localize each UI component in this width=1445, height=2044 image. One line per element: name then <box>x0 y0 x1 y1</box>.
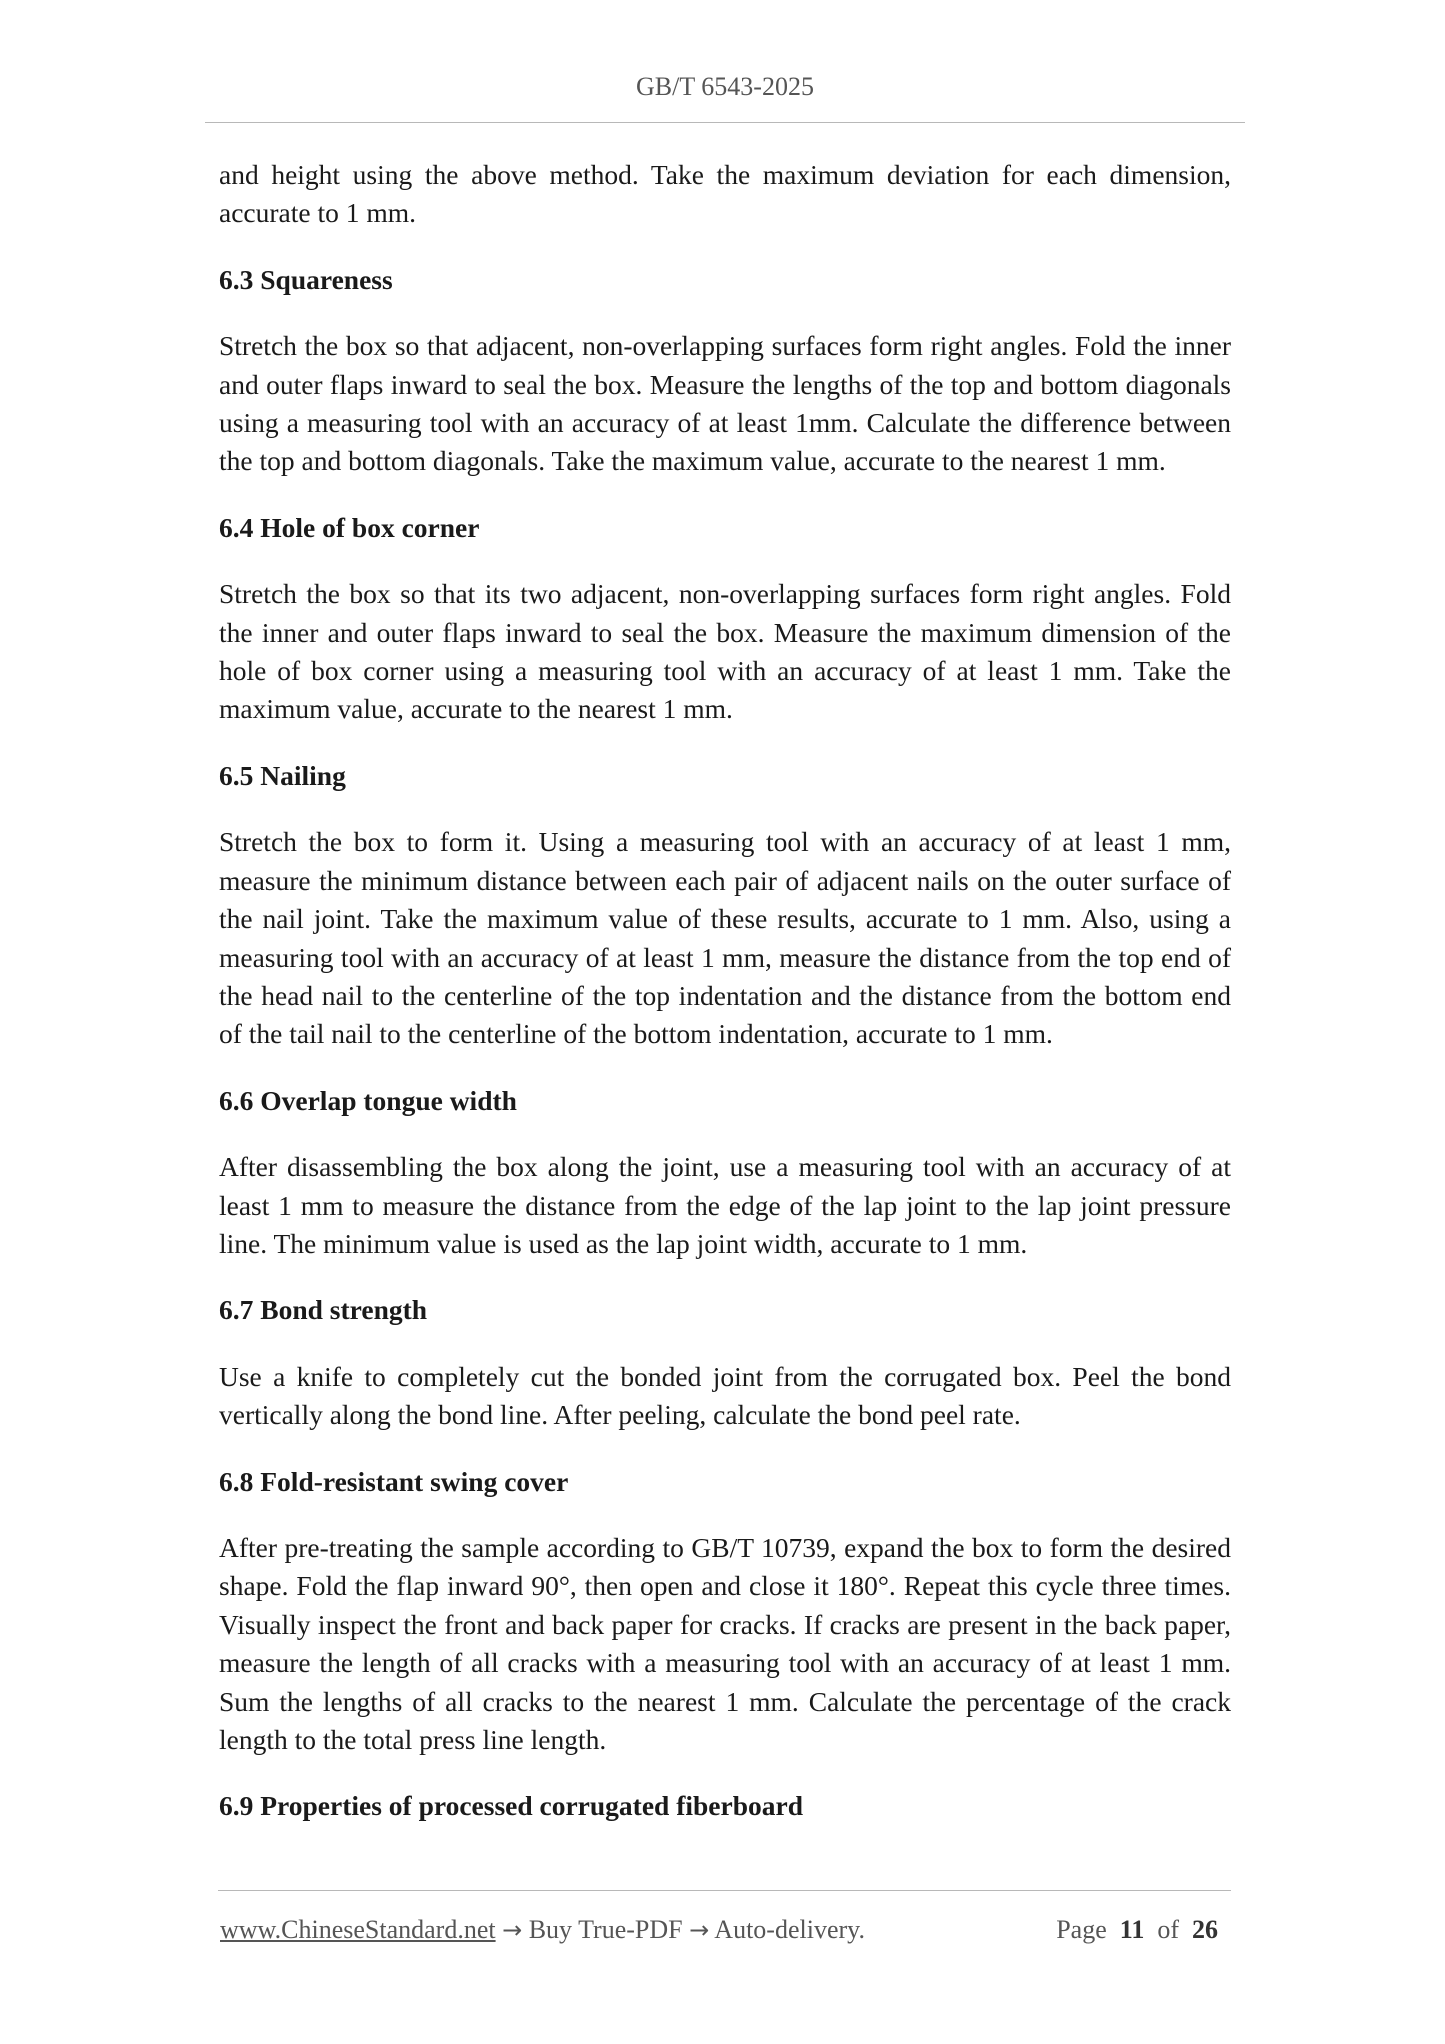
page-label: Page <box>1056 1915 1107 1944</box>
continued-paragraph: and height using the above method. Take the maximum deviation for each dimension, accurate to 1 mm. <box>219 159 1231 229</box>
section-text-6-7: Use a knife to completely cut the bonded joint from the corrugated box. Peel the bond vertically along the bond line. After peeling, calculate the bond peel rate. <box>219 1360 1231 1431</box>
section-heading-6-4: 6.4 Hole of box corner <box>219 511 480 543</box>
current-page-number: 11 <box>1119 1915 1145 1944</box>
footer-divider <box>218 1890 1231 1891</box>
auto-delivery-text: Auto-delivery. <box>714 1915 865 1944</box>
arrow-right-icon: → <box>502 1916 523 1944</box>
page-footer <box>220 1915 1232 1945</box>
section-heading-6-9: 6.9 Properties of processed corrugated fiberboard <box>219 1790 804 1822</box>
arrow-right-icon: → <box>689 1916 710 1944</box>
website-link[interactable]: www.ChineseStandard.net <box>220 1915 496 1944</box>
section-text-6-5: Stretch the box to form it. Using a measuring tool with an accuracy of at least 1 mm, measure the minimum distance between each pair of adjacent nails on the outer surface of the nail joint. Take the maximum value of these results, accurate to 1 mm. Also, using a measuring tool with an accuracy of at least 1 mm, measure the distance from the top end of the head nail to the centerline of the top indentation and the distance from the bottom end of the tail nail to the centerline of the bottom indentation, accurate to 1 mm. <box>219 826 1231 1050</box>
document-body <box>219 156 1231 1854</box>
section-heading-6-6: 6.6 Overlap tongue width <box>219 1084 517 1116</box>
buy-pdf-text: Buy True-PDF <box>528 1915 683 1944</box>
section-heading-6-8: 6.8 Fold-resistant swing cover <box>219 1465 569 1497</box>
page-counter <box>1056 1915 1218 1945</box>
section-text-6-3: Stretch the box so that adjacent, non-overlapping surfaces form right angles. Fold the inner and outer flaps inward to seal the box. Measure the lengths of the top and bottom diagonals using a measuring tool with an accuracy of at least 1mm. Calculate the difference between the top and bottom diagonals. Take the maximum value, accurate to the nearest 1 mm. <box>219 330 1231 477</box>
total-pages-number: 26 <box>1192 1915 1218 1944</box>
section-heading-6-3: 6.3 Squareness <box>219 263 393 295</box>
page-header: GB/T 6543-2025 <box>636 72 814 101</box>
of-label: of <box>1157 1915 1179 1944</box>
section-text-6-8: After pre-treating the sample according to GB/T 10739, expand the box to form the desired shape. Fold the flap inward 90°, then open and close it 180°. Repeat this cycle three times. Visually inspect the front and back paper for cracks. If cracks are present in the back paper, measure the length of all cracks with a measuring tool with an accuracy of at least 1 mm. Sum the lengths of all cracks to the nearest 1 mm. Calculate the percentage of the crack length to the total press line length. <box>219 1531 1231 1755</box>
section-text-6-6: After disassembling the box along the joint, use a measuring tool with an accuracy of at least 1 mm to measure the distance from the edge of the lap joint to the lap joint pressure line. The minimum value is used as the lap joint width, accurate to 1 mm. <box>219 1151 1231 1259</box>
footer-links <box>220 1915 865 1945</box>
section-text-6-4: Stretch the box so that its two adjacent, non-overlapping surfaces form right angles. Fold the inner and outer flaps inward to seal the box. Measure the maximum dimension of the hole of box corner using a measuring tool with an accuracy of at least 1 mm. Take the maximum value, accurate to the nearest 1 mm. <box>219 578 1231 725</box>
section-heading-6-7: 6.7 Bond strength <box>219 1294 428 1326</box>
header-divider <box>205 122 1245 123</box>
section-heading-6-5: 6.5 Nailing <box>219 759 346 791</box>
